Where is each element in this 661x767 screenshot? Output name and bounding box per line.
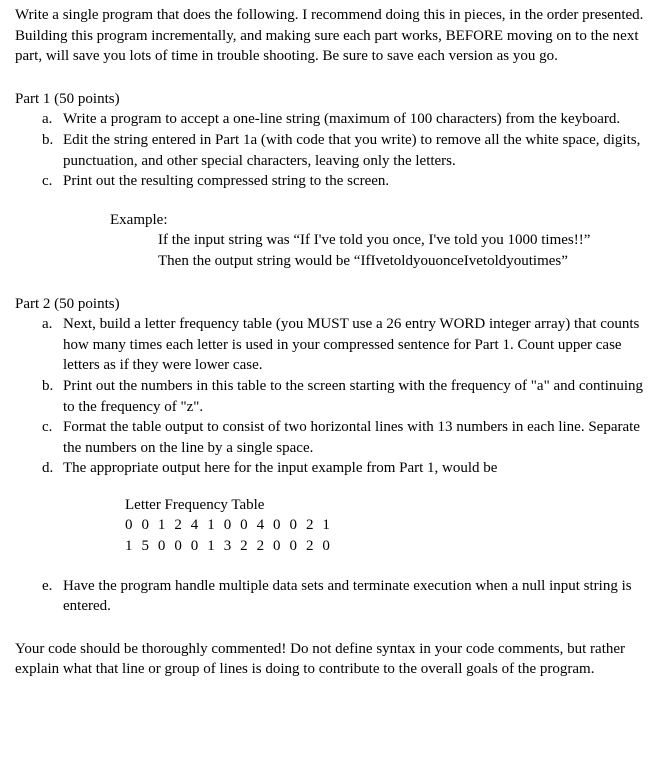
example-input-line: If the input string was “If I've told you once, I've told you 1000 times!!”	[158, 232, 591, 249]
intro-paragraph: Write a single program that does the following. I recommend doing this in pieces, in the order presented. Building this program incrementally, and making sure each part works, BEFORE moving on to the next part, will save you lots of time in trouble shooting. Be sure to save each version as you go.	[15, 7, 644, 65]
item-text: Format the table output to consist of two horizontal lines with 13 numbers in each line. Separate the numbers on the line by a single space.	[63, 419, 640, 456]
item-marker: e.	[42, 577, 53, 594]
closing-paragraph: Your code should be thoroughly commented! Do not define syntax in your code comments, but rather explain what that line or group of lines is doing to contribute to the overall goals of the program.	[15, 640, 626, 678]
part1-item-a	[42, 109, 649, 130]
item-text: Edit the string entered in Part 1a (with code that you write) to remove all the white space, digits, punctuation, and other special characters, leaving only the letters.	[63, 131, 641, 169]
example-label: Example:	[110, 211, 168, 228]
frequency-row-2: 1 5 0 0 0 1 3 2 2 0 0 2 0	[125, 538, 333, 555]
part2-list-continued	[15, 576, 649, 617]
part2-item-b	[42, 376, 649, 417]
part2-item-d	[42, 458, 649, 479]
part2-list	[15, 314, 649, 479]
item-marker: a.	[42, 316, 53, 333]
item-marker: c.	[42, 173, 53, 190]
part2-heading: Part 2 (50 points)	[15, 295, 120, 312]
item-marker: c.	[42, 419, 53, 436]
part2-item-c	[42, 417, 649, 458]
frequency-table-title: Letter Frequency Table	[125, 496, 265, 513]
part2-item-a	[42, 314, 649, 376]
example-lines	[110, 230, 649, 271]
item-marker: b.	[42, 377, 54, 394]
part1-heading: Part 1 (50 points)	[15, 90, 120, 107]
example-output-line: Then the output string would be “IfIvetoldyouonceIvetoldyoutimes”	[158, 252, 568, 269]
item-marker: a.	[42, 111, 53, 128]
item-text: Print out the numbers in this table to the screen starting with the frequency of "a" and continuing to the frequency of "z".	[63, 377, 644, 415]
frequency-row-1: 0 0 1 2 4 1 0 0 4 0 0 2 1	[125, 517, 333, 534]
item-text: Next, build a letter frequency table (you MUST use a 26 entry WORD integer array) that counts how many times each letter is used in your compressed sentence for Part 1. Count upper case letters as if they were lower case.	[63, 316, 640, 374]
item-marker: b.	[42, 131, 54, 148]
item-text: Print out the resulting compressed string to the screen.	[63, 173, 390, 190]
part1-item-b	[42, 130, 649, 171]
item-text: Write a program to accept a one-line string (maximum of 100 characters) from the keyboard.	[63, 111, 621, 128]
part2-item-e	[42, 576, 649, 617]
frequency-table	[125, 495, 649, 557]
item-text: The appropriate output here for the input example from Part 1, would be	[63, 460, 498, 477]
part1-list	[15, 109, 649, 191]
part1-item-c	[42, 171, 649, 192]
example-block	[110, 210, 649, 272]
item-marker: d.	[42, 460, 54, 477]
item-text: Have the program handle multiple data sets and terminate execution when a null input string is entered.	[63, 577, 632, 615]
